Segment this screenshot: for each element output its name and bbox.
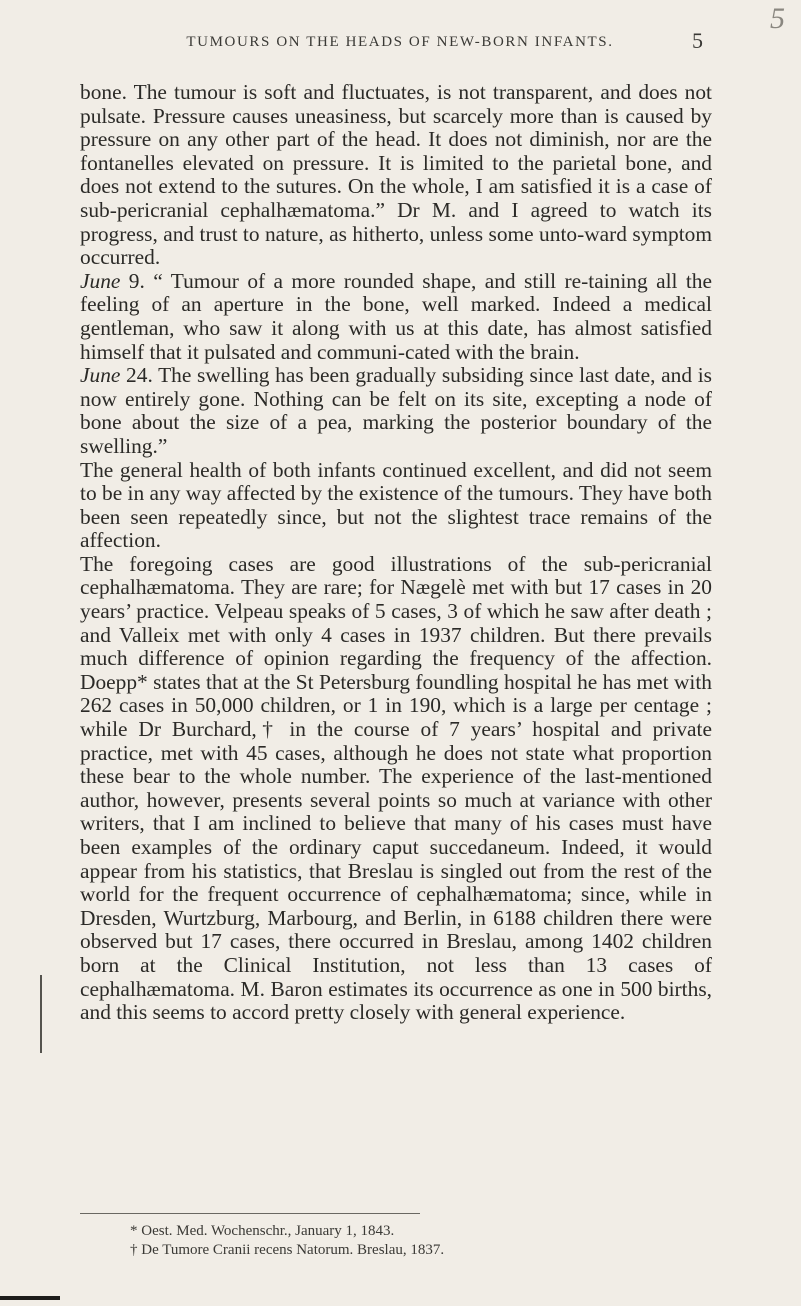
paragraph: [80, 459, 712, 553]
paragraph-text: bone. The tumour is soft and fluctuates, is not transparent, and does not pulsate. Pressure causes uneasiness, but scarcely more than is caused by pressure on any other part of the head. It does not diminish, nor are the fontanelles elevated on pressure. It is limited to the parietal bone, and does not extend to the sutures. On the whole, I am satisfied it is a case of sub-pericranial cephalhæmatoma.” Dr M. and I agreed to watch its progress, and trust to nature, as hitherto, unless some unto-ward symptom occurred.: [80, 80, 712, 270]
body-text: [80, 81, 712, 1025]
paragraph: [80, 81, 712, 270]
page-number: 5: [692, 28, 703, 53]
paragraph: [80, 553, 712, 1025]
paragraph: [80, 270, 712, 364]
footnote-doepp: * Oest. Med. Wochenschr., January 1, 1843.: [130, 1223, 395, 1239]
running-head: TUMOURS ON THE HEADS OF NEW-BORN INFANTS.: [186, 34, 614, 50]
paragraph-text: The general health of both infants continued excellent, and did not seem to be in any way affected by the existence of the tumours. They have both been seen repeatedly since, but not the slightest trace remains of the affection.: [80, 457, 712, 553]
date-label: June: [80, 268, 121, 293]
footnote-rule: [80, 1213, 420, 1214]
paragraph-text: 9. “ Tumour of a more rounded shape, and still re-taining all the feeling of an aperture in the bone, well marked. Indeed a medical gentleman, who saw it along with us at this date, has almost satisfied himself that it pulsated and communi-cated with the brain.: [80, 268, 712, 364]
page-corner-mark: 5: [770, 2, 785, 35]
date-label: June: [80, 363, 121, 388]
paragraph: [80, 364, 712, 458]
footnotes: [130, 1222, 720, 1260]
page-edge-mark: [0, 1296, 60, 1300]
paragraph-text: The foregoing cases are good illustrations of the sub-pericranial cephalhæmatoma. They are rare; for Nægelè met with but 17 cases in 20 years’ practice. Velpeau speaks of 5 cases, 3 of which he saw after death ; and Valleix met with only 4 cases in 1937 children. But there prevails much difference of opinion regarding the frequency of the affection. Doepp* states that at the St Petersburg foundling hospital he has met with 262 cases in 50,000 children, or 1 in 190, which is a large per centage ; while Dr Burchard,† in the course of 7 years’ hospital and private practice, met with 45 cases, although he does not state what proportion these bear to the whole number. The experience of the last-mentioned author, however, presents several points so much at variance with other writers, that I am inclined to believe that many of his cases must have been examples of the ordinary caput succedaneum. Indeed, it would appear from his statistics, that Breslau is singled out from the rest of the world for the frequent occurrence of cephalhæmatoma; since, while in Dresden, Wurtzburg, Marbourg, and Berlin, in 6188 children there were observed but 17 cases, there occurred in Breslau, among 1402 children born at the Clinical Institution, not less than 13 cases of cephalhæmatoma. M. Baron estimates its occurrence as one in 500 births, and this seems to accord pretty closely with general experience.: [80, 551, 712, 1025]
paragraph-text: 24. The swelling has been gradually subsiding since last date, and is now entirely gone. Nothing can be felt on its site, excepting a node of bone about the size of a pea, marking the posterior boundary of the swelling.”: [80, 363, 712, 458]
footnote-burchard: † De Tumore Cranii recens Natorum. Breslau, 1837.: [130, 1242, 445, 1258]
margin-bracket-mark: [40, 975, 48, 1053]
